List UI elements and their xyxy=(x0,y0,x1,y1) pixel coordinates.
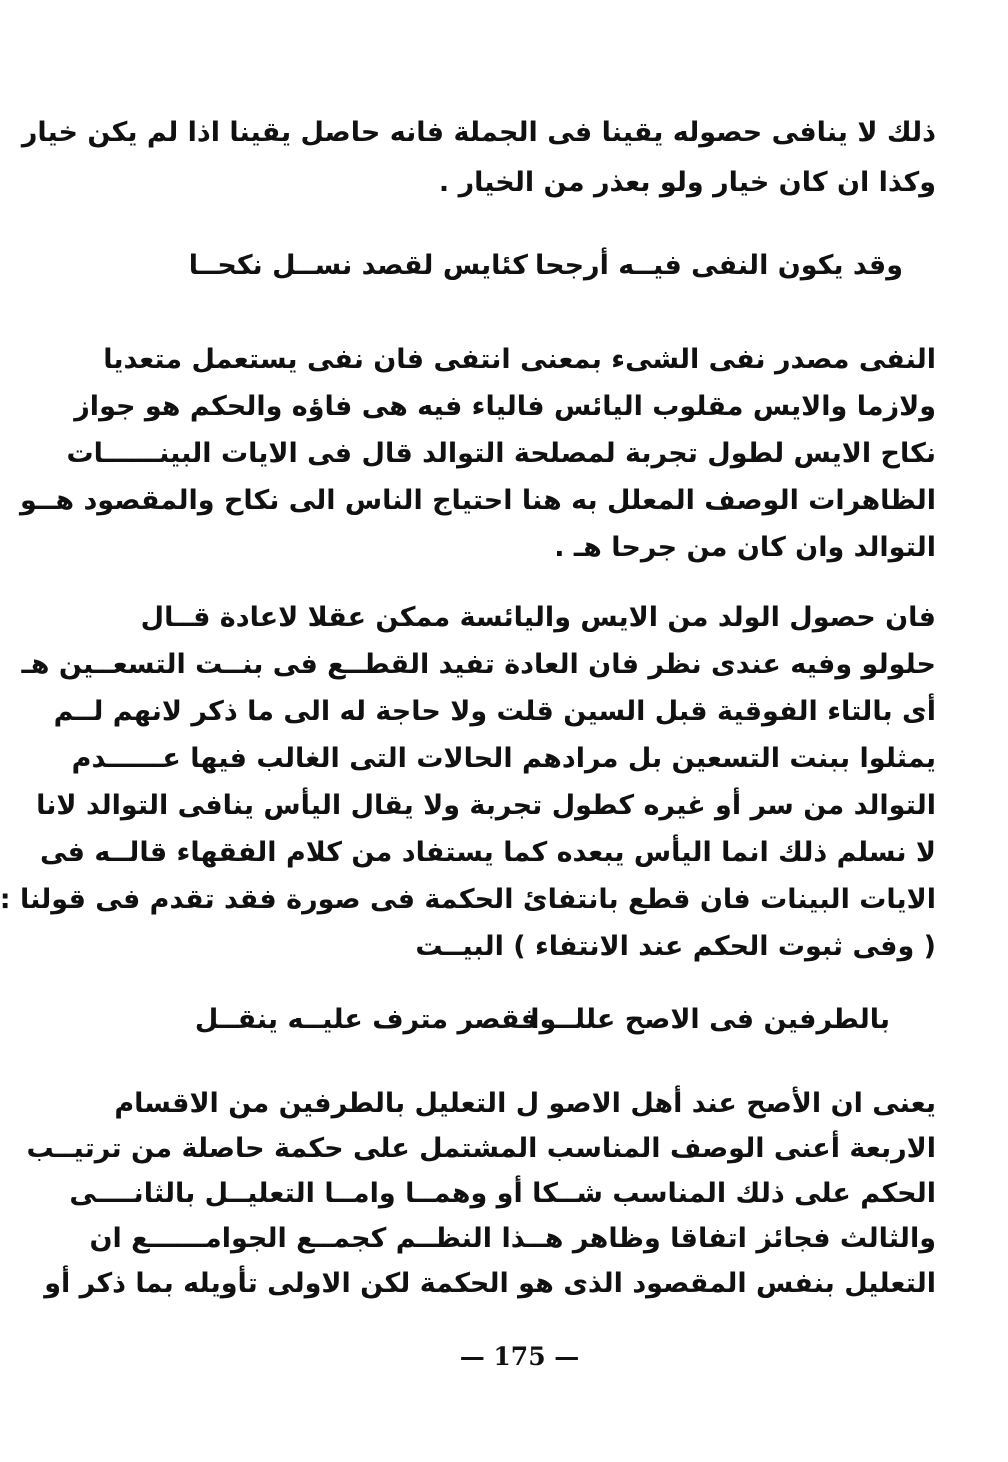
text-line: التوالد من سر أو غيره كطول تجربة ولا يقال اليأس ينافى التوالد لانا xyxy=(36,790,936,821)
page-number: — 175 — xyxy=(459,1342,580,1371)
text-line: وكذا ان كان خيار ولو بعذر من الخيار . xyxy=(438,167,936,198)
text-line: والثالث فجائز اتفاقا وظاهر هــذا النظــم كجمــع الجوامــــــع ان xyxy=(89,1223,936,1254)
text-line: الحكم على ذلك المناسب شــكا أو وهمــا وامــا التعليــل بالثانــــى xyxy=(69,1178,936,1209)
text-line: فان حصول الولد من الايس واليائسة ممكن عقلا لاعادة قــال xyxy=(140,602,936,633)
text-line: أى بالتاء الفوقية قبل السين قلت ولا حاجة له الى ما ذكر لانهم لــم xyxy=(53,696,936,727)
verse-2-second-hemistich: فقصر مترف عليــه ينقــل xyxy=(194,1004,538,1035)
text-line: التعليل بنفس المقصود الذى هو الحكمة لكن الاولى تأويله بما ذكر أو xyxy=(44,1268,936,1299)
text-line: ( وفى ثبوت الحكم عند الانتفاء ) البيــت xyxy=(415,931,936,962)
verse-2-first-hemistich: بالطرفين فى الاصح عللــوا xyxy=(530,1004,890,1035)
paragraph-1 xyxy=(21,108,936,208)
text-line: يعنى ان الأصح عند أهل الاصو ل التعليل بالطرفين من الاقسام xyxy=(114,1088,936,1119)
paragraph-4 xyxy=(26,1081,936,1306)
text-line: نكاح الايس لطول تجربة لمصلحة التوالد قال فى الايات البينــــــات xyxy=(66,438,936,469)
paragraph-3 xyxy=(0,594,936,970)
text-line: ولازما والايس مقلوب اليائس فالياء فيه هى فاؤه والحكم هو جواز xyxy=(74,391,936,422)
text-line: الظاهرات الوصف المعلل به هنا احتياج الناس الى نكاح والمقصود هــو xyxy=(19,485,936,516)
verse-1-first-hemistich: وقد يكون النفى فيــه أرجحا xyxy=(534,250,903,281)
text-line: الايات البينات فان قطع بانتفائ الحكمة فى صورة فقد تقدم فى قولنا : xyxy=(0,884,936,915)
paragraph-2 xyxy=(19,336,936,571)
text-line: حلولو وفيه عندى نظر فان العادة تفيد القطــع فى بنــت التسعــين هـ xyxy=(21,649,936,680)
text-line: الاربعة أعنى الوصف المناسب المشتمل على حكمة حاصلة من ترتيــب xyxy=(26,1133,936,1164)
text-line: التوالد وان كان من جرحا هـ . xyxy=(554,532,936,563)
text-line: لا نسلم ذلك انما اليأس يبعده كما يستفاد من كلام الفقهاء قالــه فى xyxy=(39,837,936,868)
verse-1-second-hemistich: كئايس لقصد نســل نكحــا xyxy=(188,250,528,281)
text-line: يمثلوا ببنت التسعين بل مرادهم الحالات التى الغالب فيها عــــــدم xyxy=(71,743,936,774)
text-line: ذلك لا ينافى حصوله يقينا فى الجملة فانه حاصل يقينا اذا لم يكن خيار xyxy=(21,117,936,148)
text-line: النفى مصدر نفى الشىء بمعنى انتفى فان نفى يستعمل متعديا xyxy=(103,344,936,375)
